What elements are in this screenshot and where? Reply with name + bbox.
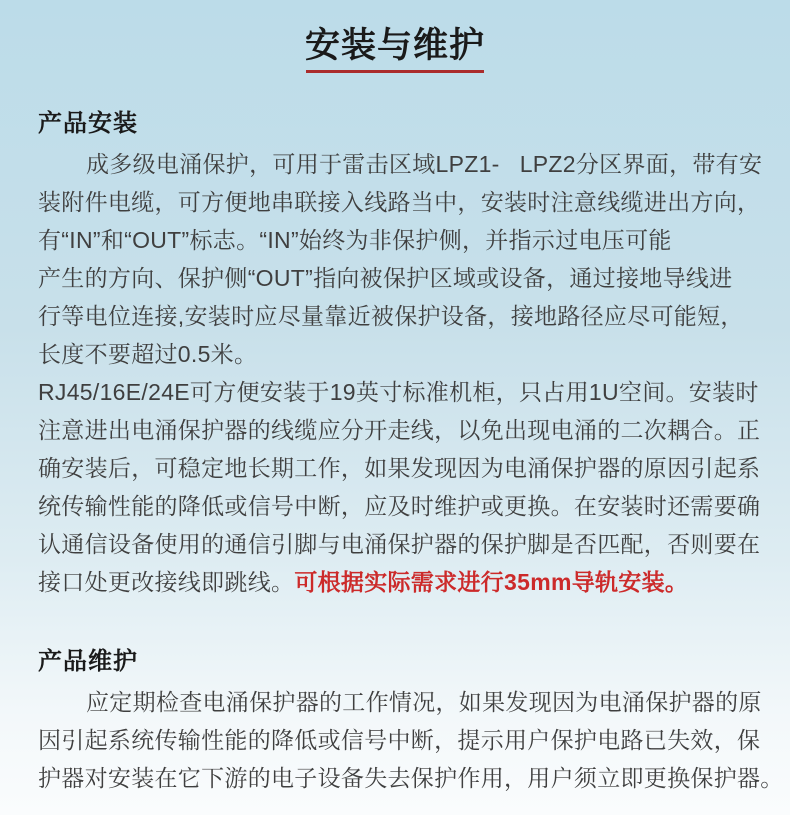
text-line: 行等电位连接,安装时应尽量靠近被保护设备，接地路径应尽可能短， (38, 303, 744, 329)
text-line: 成多级电涌保护，可用于雷击区域LPZ1- LPZ2分区界面，带有安 (86, 151, 763, 177)
document-header (38, 25, 752, 73)
text-line: 应定期检查电涌保护器的工作情况，如果发现因为电涌保护器的原 (86, 689, 762, 715)
red-highlight-text: 可根据实际需求进行35mm导轨安装。 (294, 569, 689, 595)
text-line: 确安装后，可稳定地长期工作，如果发现因为电涌保护器的原因引起系 (38, 455, 761, 481)
text-line: 有“IN”和“OUT”标志。“IN”始终为非保护侧，并指示过电压可能 (38, 227, 672, 253)
text-line: 装附件电缆，可方便地串联接入线路当中，安装时注意线缆进出方向， (38, 189, 761, 215)
paragraph-install-2 (38, 373, 761, 601)
text-line: 长度不要超过0.5米。 (38, 341, 258, 367)
section-heading-install: 产品安装 (38, 110, 138, 137)
page-title: 安装与维护 (304, 26, 485, 65)
text-line-mixed (38, 563, 752, 601)
title-underline (306, 70, 484, 73)
text-line: 因引起系统传输性能的降低或信号中断，提示用户保护电路已失效，保 (38, 727, 761, 753)
paragraph-install-1 (38, 145, 763, 373)
text-line: 护器对安装在它下游的电子设备失去保护作用，用户须立即更换保护器。 (38, 765, 784, 791)
document-body (38, 109, 784, 797)
text-line: RJ45/16E/24E可方便安装于19英寸标准机柜，只占用1U空间。安装时 (38, 379, 759, 405)
text-line: 统传输性能的降低或信号中断，应及时维护或更换。在安装时还需要确 (38, 493, 761, 519)
text-line: 产生的方向、保护侧“OUT”指向被保护区域或设备，通过接地导线进 (38, 265, 733, 291)
text-line: 注意进出电涌保护器的线缆应分开走线，以免出现电涌的二次耦合。正 (38, 417, 761, 443)
paragraph-maintain-1 (38, 683, 784, 797)
section-heading-maintain: 产品维护 (38, 648, 138, 675)
tail-normal-text: 接口处更改接线即跳线。 (38, 569, 295, 595)
text-line: 认通信设备使用的通信引脚与电涌保护器的保护脚是否匹配，否则要在 (38, 531, 761, 557)
